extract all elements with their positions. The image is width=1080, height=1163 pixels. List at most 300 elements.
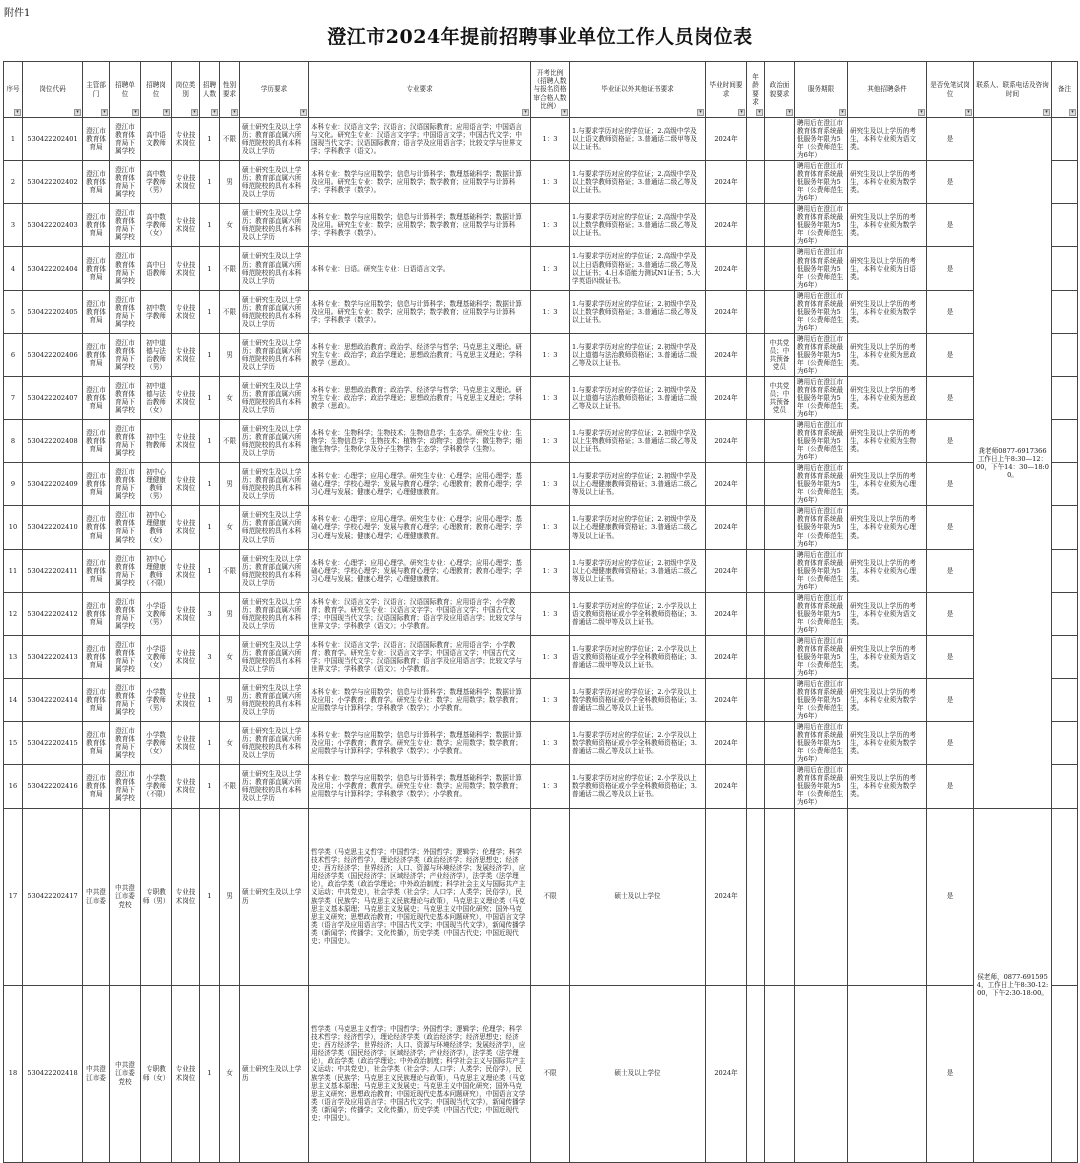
dept-cell: 中共澄江市委 <box>83 985 110 1162</box>
gender-cell: 女 <box>220 635 240 678</box>
filter-dropdown-icon[interactable]: ▾ <box>522 109 529 116</box>
headcount: 1 <box>200 808 220 985</box>
post-name: 高中数学教师（男） <box>141 161 172 204</box>
post-name: 小学数学教师（女） <box>141 722 172 765</box>
unit-cell: 澄江市教育体育局下属学校 <box>110 290 141 333</box>
column-header: 毕业证以外其他证书要求 ▾ <box>570 62 706 118</box>
education-cell: 硕士研究生及以上学历 <box>240 808 309 985</box>
education-cell: 硕士研究生及以上学历；教育部直属六所师范院校的具有本科及以上学历 <box>240 765 309 808</box>
gender-cell: 女 <box>220 376 240 419</box>
age-cell <box>747 549 765 592</box>
other-cell <box>848 808 927 985</box>
major-cell: 本科专业：汉语言文学；汉语言；汉语国际教育；应用语言学；小学教育；教育学。研究生专业：汉语言文字学；中国语言文学；中国古代文学；中国现当代文学；汉语国际教育；语言学及应用语言学；比较文学与世界文学；学科教学（语文）；小学教育。 <box>309 635 531 678</box>
unit-cell: 中共澄江市委党校 <box>110 985 141 1162</box>
other-cell: 研究生及以上学历的考生，本科专业须为数学类。 <box>848 290 927 333</box>
row-number: 18 <box>4 985 23 1162</box>
remark-cell <box>1052 161 1078 204</box>
politics-cell <box>765 765 795 808</box>
remark-cell <box>1052 765 1078 808</box>
gender-cell: 男 <box>220 679 240 722</box>
politics-cell <box>765 247 795 290</box>
post-code: 530422202405 <box>23 290 83 333</box>
table-row <box>4 118 1078 161</box>
remark-cell <box>1052 808 1078 985</box>
job-table <box>3 61 1078 1163</box>
exempt-cell: 是 <box>927 247 974 290</box>
major-cell: 本科专业：思想政治教育；政治学、经济学与哲学；马克思主义理论。研究生专业：政治学；政治学理论；思想政治教育；马克思主义理论；学科教学（思政）。 <box>309 376 531 419</box>
exempt-cell: 是 <box>927 333 974 376</box>
education-cell: 硕士研究生及以上学历；教育部直属六所师范院校的具有本科及以上学历 <box>240 463 309 506</box>
age-cell <box>747 420 765 463</box>
education-cell: 硕士研究生及以上学历；教育部直属六所师范院校的具有本科及以上学历 <box>240 635 309 678</box>
category-cell: 专业技术岗位 <box>172 290 200 333</box>
category-cell: 专业技术岗位 <box>172 808 200 985</box>
row-number: 8 <box>4 420 23 463</box>
post-name: 初中心理健康教师（男） <box>141 463 172 506</box>
education-cell: 硕士研究生及以上学历；教育部直属六所师范院校的具有本科及以上学历 <box>240 679 309 722</box>
filter-dropdown-icon[interactable]: ▾ <box>1069 109 1076 116</box>
ratio-cell: 1：3 <box>531 161 570 204</box>
exempt-cell: 是 <box>927 635 974 678</box>
gender-cell: 男 <box>220 808 240 985</box>
cert-cell: 硕士及以上学位 <box>570 808 706 985</box>
major-cell: 本科专业：心理学；应用心理学。研究生专业：心理学；应用心理学；基础心理学；学校心理学；发展与教育心理学；心理教育；教育心理学；学习心理与发展；健康心理学；心理健康教育。 <box>309 463 531 506</box>
service-cell <box>795 985 848 1162</box>
remark-cell <box>1052 204 1078 247</box>
post-code: 530422202413 <box>23 635 83 678</box>
grad-year-cell: 2024年 <box>706 635 747 678</box>
exempt-cell: 是 <box>927 679 974 722</box>
remark-cell <box>1052 985 1078 1162</box>
exempt-cell: 是 <box>927 463 974 506</box>
row-number: 2 <box>4 161 23 204</box>
filter-dropdown-icon[interactable]: ▾ <box>231 109 238 116</box>
category-cell: 专业技术岗位 <box>172 722 200 765</box>
cert-cell: 1.与要求学历对应的学位证；2.初级中学及以上生物教师资格证；3.普通话二级乙等及以上证书。 <box>570 420 706 463</box>
table-row <box>4 204 1078 247</box>
category-cell: 专业技术岗位 <box>172 161 200 204</box>
post-code: 530422202406 <box>23 333 83 376</box>
age-cell <box>747 592 765 635</box>
dept-cell: 澄江市教育体育局 <box>83 549 110 592</box>
politics-cell <box>765 722 795 765</box>
service-cell: 聘用后在澄江市教育体育系统最低服务年限为5年（公费师范生为6年） <box>795 204 848 247</box>
filter-dropdown-icon[interactable]: ▾ <box>786 109 793 116</box>
age-cell <box>747 204 765 247</box>
other-cell: 研究生及以上学历的考生，本科专业须为语文类。 <box>848 118 927 161</box>
post-name: 专职教师（女） <box>141 985 172 1162</box>
unit-cell: 澄江市教育体育局下属学校 <box>110 506 141 549</box>
column-header: 专业要求 ▾ <box>309 62 531 118</box>
post-code: 530422202415 <box>23 722 83 765</box>
post-name: 小学语文教师（女） <box>141 635 172 678</box>
post-name: 初中心理健康教师（不限） <box>141 549 172 592</box>
table-row <box>4 635 1078 678</box>
dept-cell: 澄江市教育体育局 <box>83 679 110 722</box>
post-name: 小学语文教师（男） <box>141 592 172 635</box>
major-cell: 本科专业：数学与应用数学；信息与计算科学；数理基础科学；数据计算及应用。研究生专业：数学；应用数学；数学教育；应用数学与计算科学；学科教学（数学）。 <box>309 161 531 204</box>
table-row <box>4 376 1078 419</box>
filter-dropdown-icon[interactable]: ▾ <box>163 109 170 116</box>
filter-dropdown-icon[interactable]: ▾ <box>1043 109 1050 116</box>
column-header: 主管部门 ▾ <box>83 62 110 118</box>
remark-cell <box>1052 592 1078 635</box>
grad-year-cell: 2024年 <box>706 506 747 549</box>
service-cell: 聘用后在澄江市教育体育系统最低服务年限为5年（公费师范生为6年） <box>795 506 848 549</box>
other-cell: 研究生及以上学历的考生，本科专业须为语文类。 <box>848 635 927 678</box>
grad-year-cell: 2024年 <box>706 376 747 419</box>
other-cell: 研究生及以上学历的考生，本科专业须为数学类。 <box>848 679 927 722</box>
remark-cell <box>1052 247 1078 290</box>
post-name: 初中数学教师 <box>141 290 172 333</box>
table-row <box>4 333 1078 376</box>
table-row <box>4 420 1078 463</box>
service-cell: 聘用后在澄江市教育体育系统最低服务年限为5年（公费师范生为6年） <box>795 635 848 678</box>
cert-cell: 1.与要求学历对应的学位证；2.高级中学及以上日语教师资格证；3.普通话二级乙等及以上证书；4.日本语能力测试N1证书；5.大学英语四级证书。 <box>570 247 706 290</box>
politics-cell <box>765 463 795 506</box>
grad-year-cell: 2024年 <box>706 333 747 376</box>
gender-cell: 不限 <box>220 420 240 463</box>
dept-cell: 中共澄江市委 <box>83 808 110 985</box>
ratio-cell: 1：3 <box>531 376 570 419</box>
column-header: 学历要求 ▾ <box>240 62 309 118</box>
gender-cell: 男 <box>220 161 240 204</box>
other-cell: 研究生及以上学历的考生，本科专业须为心理类。 <box>848 506 927 549</box>
row-number: 14 <box>4 679 23 722</box>
dept-cell: 澄江市教育体育局 <box>83 161 110 204</box>
cert-cell: 1.与要求学历对应的学位证；2.初级中学及以上道德与法治教师资格证；3.普通话二级乙等及以上证书。 <box>570 376 706 419</box>
dept-cell: 澄江市教育体育局 <box>83 765 110 808</box>
filter-dropdown-icon[interactable]: ▾ <box>697 109 704 116</box>
politics-cell <box>765 118 795 161</box>
column-header: 性别要求 ▾ <box>220 62 240 118</box>
headcount: 1 <box>200 765 220 808</box>
unit-cell: 澄江市教育体育局下属学校 <box>110 635 141 678</box>
row-number: 1 <box>4 118 23 161</box>
politics-cell <box>765 808 795 985</box>
service-cell: 聘用后在澄江市教育体育系统最低服务年限为5年（公费师范生为6年） <box>795 161 848 204</box>
grad-year-cell: 2024年 <box>706 161 747 204</box>
education-cell: 硕士研究生及以上学历；教育部直属六所师范院校的具有本科及以上学历 <box>240 506 309 549</box>
unit-cell: 澄江市教育体育局下属学校 <box>110 420 141 463</box>
age-cell <box>747 679 765 722</box>
service-cell: 聘用后在澄江市教育体育系统最低服务年限为5年（公费师范生为6年） <box>795 333 848 376</box>
table-row <box>4 549 1078 592</box>
dept-cell: 澄江市教育体育局 <box>83 506 110 549</box>
other-cell: 研究生及以上学历的考生，本科专业须为思政类。 <box>848 333 927 376</box>
column-header: 岗位代码 ▾ <box>23 62 83 118</box>
table-row <box>4 985 1078 1162</box>
dept-cell: 澄江市教育体育局 <box>83 722 110 765</box>
dept-cell: 澄江市教育体育局 <box>83 118 110 161</box>
ratio-cell: 1：3 <box>531 463 570 506</box>
other-cell: 研究生及以上学历的考生，本科专业须为生物类。 <box>848 420 927 463</box>
gender-cell: 男 <box>220 592 240 635</box>
education-cell: 硕士研究生及以上学历；教育部直属六所师范院校的具有本科及以上学历 <box>240 118 309 161</box>
row-number: 6 <box>4 333 23 376</box>
remark-cell <box>1052 679 1078 722</box>
gender-cell: 女 <box>220 506 240 549</box>
column-header: 招聘人数 ▾ <box>200 62 220 118</box>
cert-cell: 1.与要求学历对应的学位证；2.高级中学及以上数学教师资格证；3.普通话二级乙等及以上证书。 <box>570 161 706 204</box>
age-cell <box>747 506 765 549</box>
cert-cell: 1.与要求学历对应的学位证；2.初级中学及以上心理健康教师资格证；3.普通话二级乙等及以上证书。 <box>570 549 706 592</box>
category-cell: 专业技术岗位 <box>172 118 200 161</box>
age-cell <box>747 808 765 985</box>
headcount: 3 <box>200 592 220 635</box>
filter-dropdown-icon[interactable]: ▾ <box>756 109 763 116</box>
filter-dropdown-icon[interactable]: ▾ <box>211 109 218 116</box>
post-code: 530422202418 <box>23 985 83 1162</box>
ratio-cell: 1：3 <box>531 635 570 678</box>
post-name: 高中语文教师 <box>141 118 172 161</box>
contact-cell: 侯老师，0877-6915954，工作日上午8:30-12:00，下午2:30-18:00。 <box>974 808 1052 1162</box>
cert-cell: 1.与要求学历对应的学位证；2.小学及以上语文教师资格证或小学全科教师资格证；3.普通话二级甲等及以上证书。 <box>570 592 706 635</box>
post-code: 530422202412 <box>23 592 83 635</box>
post-code: 530422202401 <box>23 118 83 161</box>
ratio-cell: 1：3 <box>531 592 570 635</box>
headcount: 3 <box>200 635 220 678</box>
table-row <box>4 247 1078 290</box>
category-cell: 专业技术岗位 <box>172 333 200 376</box>
headcount: 1 <box>200 463 220 506</box>
major-cell: 本科专业：数学与应用数学；信息与计算科学；数理基础科学；数据计算及应用。研究生专业：数学；应用数学；数学教育；应用数学与计算科学；学科教学（数学）。 <box>309 204 531 247</box>
age-cell <box>747 333 765 376</box>
remark-cell <box>1052 290 1078 333</box>
post-code: 530422202414 <box>23 679 83 722</box>
unit-cell: 澄江市教育体育局下属学校 <box>110 765 141 808</box>
remark-cell <box>1052 333 1078 376</box>
table-row <box>4 463 1078 506</box>
major-cell: 本科专业：生物科学；生物技术；生物信息学；生态学。研究生专业：生物学；生物信息学；生物技术；植物学；动物学；遗传学；微生物学；细胞生物学；生物化学及分子生物学；生态学；学科教学（生物）。 <box>309 420 531 463</box>
politics-cell <box>765 161 795 204</box>
ratio-cell: 1：3 <box>531 549 570 592</box>
remark-cell <box>1052 549 1078 592</box>
unit-cell: 澄江市教育体育局下属学校 <box>110 592 141 635</box>
dept-cell: 澄江市教育体育局 <box>83 463 110 506</box>
politics-cell <box>765 290 795 333</box>
education-cell: 硕士研究生及以上学历；教育部直属六所师范院校的具有本科及以上学历 <box>240 247 309 290</box>
major-cell: 本科专业：汉语言文学；汉语言；汉语国际教育；应用语言学；中国语言与文化。研究生专业：汉语言文字学；中国语言文学；中国古代文学；中国现当代文学；汉语国际教育；语言学及应用语言学；比较文学与世界文学；学科教学（语文）。 <box>309 118 531 161</box>
filter-dropdown-icon[interactable]: ▾ <box>74 109 81 116</box>
filter-dropdown-icon[interactable]: ▾ <box>101 109 108 116</box>
politics-cell: 中共党员；中共预备党员 <box>765 376 795 419</box>
age-cell <box>747 290 765 333</box>
column-header: 毕业时间要求 ▾ <box>706 62 747 118</box>
gender-cell: 男 <box>220 333 240 376</box>
column-header: 招聘单位 ▾ <box>110 62 141 118</box>
politics-cell <box>765 635 795 678</box>
post-code: 530422202410 <box>23 506 83 549</box>
filter-dropdown-icon[interactable]: ▾ <box>738 109 745 116</box>
politics-cell <box>765 420 795 463</box>
headcount: 1 <box>200 247 220 290</box>
exempt-cell: 是 <box>927 204 974 247</box>
ratio-cell: 1：3 <box>531 247 570 290</box>
ratio-cell: 不限 <box>531 985 570 1162</box>
category-cell: 专业技术岗位 <box>172 463 200 506</box>
row-number: 3 <box>4 204 23 247</box>
age-cell <box>747 765 765 808</box>
age-cell <box>747 722 765 765</box>
gender-cell: 女 <box>220 985 240 1162</box>
major-cell: 本科专业：数学与应用数学；信息与计算科学；数理基础科学；数据计算及应用；小学教育；教育学。研究生专业：数学；应用数学；数学教育；应用数学与计算科学；学科教学（数学）；小学教育。 <box>309 722 531 765</box>
age-cell <box>747 247 765 290</box>
unit-cell: 澄江市教育体育局下属学校 <box>110 118 141 161</box>
post-code: 530422202417 <box>23 808 83 985</box>
cert-cell: 1.与要求学历对应的学位证；2.初级中学及以上数学教师资格证；3.普通话二级乙等及以上证书。 <box>570 290 706 333</box>
remark-cell <box>1052 118 1078 161</box>
politics-cell <box>765 506 795 549</box>
filter-dropdown-icon[interactable]: ▾ <box>191 109 198 116</box>
table-row <box>4 592 1078 635</box>
unit-cell: 澄江市教育体育局下属学校 <box>110 679 141 722</box>
grad-year-cell: 2024年 <box>706 808 747 985</box>
category-cell: 专业技术岗位 <box>172 204 200 247</box>
filter-dropdown-icon[interactable]: ▾ <box>561 109 568 116</box>
major-cell: 本科专业：数学与应用数学；信息与计算科学；数理基础科学；数据计算及应用；小学教育；教育学。研究生专业：数学；应用数学；数学教育；应用数学与计算科学；学科教学（数学）；小学教育。 <box>309 765 531 808</box>
dept-cell: 澄江市教育体育局 <box>83 635 110 678</box>
gender-cell: 女 <box>220 722 240 765</box>
ratio-cell: 1：3 <box>531 118 570 161</box>
exempt-cell: 是 <box>927 808 974 985</box>
education-cell: 硕士研究生及以上学历；教育部直属六所师范院校的具有本科及以上学历 <box>240 592 309 635</box>
gender-cell: 不限 <box>220 118 240 161</box>
cert-cell: 1.与要求学历对应的学位证；2.初级中学及以上心理健康教师资格证；3.普通话二级乙等及以上证书。 <box>570 463 706 506</box>
other-cell: 研究生及以上学历的考生，本科专业须为数学类。 <box>848 161 927 204</box>
column-header: 政治面貌要求 ▾ <box>765 62 795 118</box>
filter-dropdown-icon[interactable]: ▾ <box>300 109 307 116</box>
exempt-cell: 是 <box>927 376 974 419</box>
post-code: 530422202407 <box>23 376 83 419</box>
category-cell: 专业技术岗位 <box>172 592 200 635</box>
service-cell: 聘用后在澄江市教育体育系统最低服务年限为5年（公费师范生为6年） <box>795 376 848 419</box>
column-header: 服务期限 ▾ <box>795 62 848 118</box>
filter-dropdown-icon[interactable]: ▾ <box>965 109 972 116</box>
exempt-cell: 是 <box>927 290 974 333</box>
ratio-cell: 1：3 <box>531 506 570 549</box>
dept-cell: 澄江市教育体育局 <box>83 420 110 463</box>
post-name: 专职教师（男） <box>141 808 172 985</box>
category-cell: 专业技术岗位 <box>172 635 200 678</box>
politics-cell <box>765 679 795 722</box>
post-code: 530422202404 <box>23 247 83 290</box>
exempt-cell: 是 <box>927 118 974 161</box>
headcount: 1 <box>200 290 220 333</box>
filter-dropdown-icon[interactable]: ▾ <box>14 109 21 116</box>
service-cell: 聘用后在澄江市教育体育系统最低服务年限为5年（公费师范生为6年） <box>795 549 848 592</box>
remark-cell <box>1052 463 1078 506</box>
ratio-cell: 1：3 <box>531 420 570 463</box>
age-cell <box>747 161 765 204</box>
gender-cell: 不限 <box>220 290 240 333</box>
politics-cell: 中共党员；中共预备党员 <box>765 333 795 376</box>
ratio-cell: 1：3 <box>531 722 570 765</box>
dept-cell: 澄江市教育体育局 <box>83 592 110 635</box>
unit-cell: 澄江市教育体育局下属学校 <box>110 376 141 419</box>
headcount: 1 <box>200 118 220 161</box>
ratio-cell: 1：3 <box>531 290 570 333</box>
service-cell: 聘用后在澄江市教育体育系统最低服务年限为5年（公费师范生为6年） <box>795 420 848 463</box>
ratio-cell: 1：3 <box>531 204 570 247</box>
other-cell: 研究生及以上学历的考生，本科专业须为数学类。 <box>848 722 927 765</box>
unit-cell: 澄江市教育体育局下属学校 <box>110 204 141 247</box>
other-cell: 研究生及以上学历的考生，本科专业须为心理类。 <box>848 549 927 592</box>
row-number: 15 <box>4 722 23 765</box>
politics-cell <box>765 204 795 247</box>
cert-cell: 1.与要求学历对应的学位证；2.初级中学及以上道德与法治教师资格证；3.普通话二级乙等及以上证书。 <box>570 333 706 376</box>
ratio-cell: 1：3 <box>531 679 570 722</box>
grad-year-cell: 2024年 <box>706 118 747 161</box>
ratio-cell: 1：3 <box>531 765 570 808</box>
post-name: 初中心理健康教师（女） <box>141 506 172 549</box>
remark-cell <box>1052 420 1078 463</box>
table-row <box>4 161 1078 204</box>
politics-cell <box>765 549 795 592</box>
headcount: 1 <box>200 161 220 204</box>
age-cell <box>747 118 765 161</box>
column-header: 岗位类别 ▾ <box>172 62 200 118</box>
politics-cell <box>765 985 795 1162</box>
column-header: 是否免笔试岗位 ▾ <box>927 62 974 118</box>
dept-cell: 澄江市教育体育局 <box>83 204 110 247</box>
major-cell: 本科专业：心理学；应用心理学。研究生专业：心理学；应用心理学；基础心理学；学校心理学；发展与教育心理学；心理教育；教育心理学；学习心理与发展；健康心理学；心理健康教育。 <box>309 549 531 592</box>
row-number: 12 <box>4 592 23 635</box>
grad-year-cell: 2024年 <box>706 765 747 808</box>
row-number: 16 <box>4 765 23 808</box>
major-cell: 本科专业：思想政治教育；政治学、经济学与哲学；马克思主义理论。研究生专业：政治学；政治学理论；思想政治教育；马克思主义理论；学科教学（思政）。 <box>309 333 531 376</box>
filter-dropdown-icon[interactable]: ▾ <box>132 109 139 116</box>
row-number: 7 <box>4 376 23 419</box>
filter-dropdown-icon[interactable]: ▾ <box>839 109 846 116</box>
service-cell: 聘用后在澄江市教育体育系统最低服务年限为5年（公费师范生为6年） <box>795 722 848 765</box>
document-label: 附件1 <box>4 8 31 19</box>
grad-year-cell: 2024年 <box>706 420 747 463</box>
service-cell: 聘用后在澄江市教育体育系统最低服务年限为5年（公费师范生为6年） <box>795 290 848 333</box>
category-cell: 专业技术岗位 <box>172 765 200 808</box>
education-cell: 硕士研究生及以上学历；教育部直属六所师范院校的具有本科及以上学历 <box>240 333 309 376</box>
service-cell: 聘用后在澄江市教育体育系统最低服务年限为5年（公费师范生为6年） <box>795 592 848 635</box>
dept-cell: 澄江市教育体育局 <box>83 247 110 290</box>
exempt-cell: 是 <box>927 722 974 765</box>
headcount: 1 <box>200 679 220 722</box>
exempt-cell: 是 <box>927 506 974 549</box>
headcount: 1 <box>200 333 220 376</box>
filter-dropdown-icon[interactable]: ▾ <box>918 109 925 116</box>
post-name: 高中数学教师（女） <box>141 204 172 247</box>
major-cell: 本科专业：日语。研究生专业：日语语言文学。 <box>309 247 531 290</box>
major-cell: 本科专业：心理学；应用心理学。研究生专业：心理学；应用心理学；基础心理学；学校心理学；发展与教育心理学；心理教育；教育心理学；学习心理与发展；健康心理学；心理健康教育。 <box>309 506 531 549</box>
education-cell: 硕士研究生及以上学历；教育部直属六所师范院校的具有本科及以上学历 <box>240 204 309 247</box>
age-cell <box>747 635 765 678</box>
category-cell: 专业技术岗位 <box>172 247 200 290</box>
exempt-cell: 是 <box>927 161 974 204</box>
post-name: 小学数学教师（男） <box>141 679 172 722</box>
unit-cell: 澄江市教育体育局下属学校 <box>110 247 141 290</box>
ratio-cell: 不限 <box>531 808 570 985</box>
row-number: 17 <box>4 808 23 985</box>
unit-cell: 澄江市教育体育局下属学校 <box>110 161 141 204</box>
cert-cell: 1.与要求学历对应的学位证；2.高级中学及以上语文教师资格证；3.普通话二级甲等及以上证书。 <box>570 118 706 161</box>
cert-cell: 1.与要求学历对应的学位证；2.小学及以上数学教师资格证或小学全科教师资格证；3.普通话二级乙等及以上证书。 <box>570 765 706 808</box>
grad-year-cell: 2024年 <box>706 204 747 247</box>
post-code: 530422202403 <box>23 204 83 247</box>
education-cell: 硕士研究生及以上学历；教育部直属六所师范院校的具有本科及以上学历 <box>240 376 309 419</box>
service-cell: 聘用后在澄江市教育体育系统最低服务年限为5年（公费师范生为6年） <box>795 118 848 161</box>
gender-cell: 不限 <box>220 765 240 808</box>
unit-cell: 澄江市教育体育局下属学校 <box>110 333 141 376</box>
category-cell: 专业技术岗位 <box>172 549 200 592</box>
